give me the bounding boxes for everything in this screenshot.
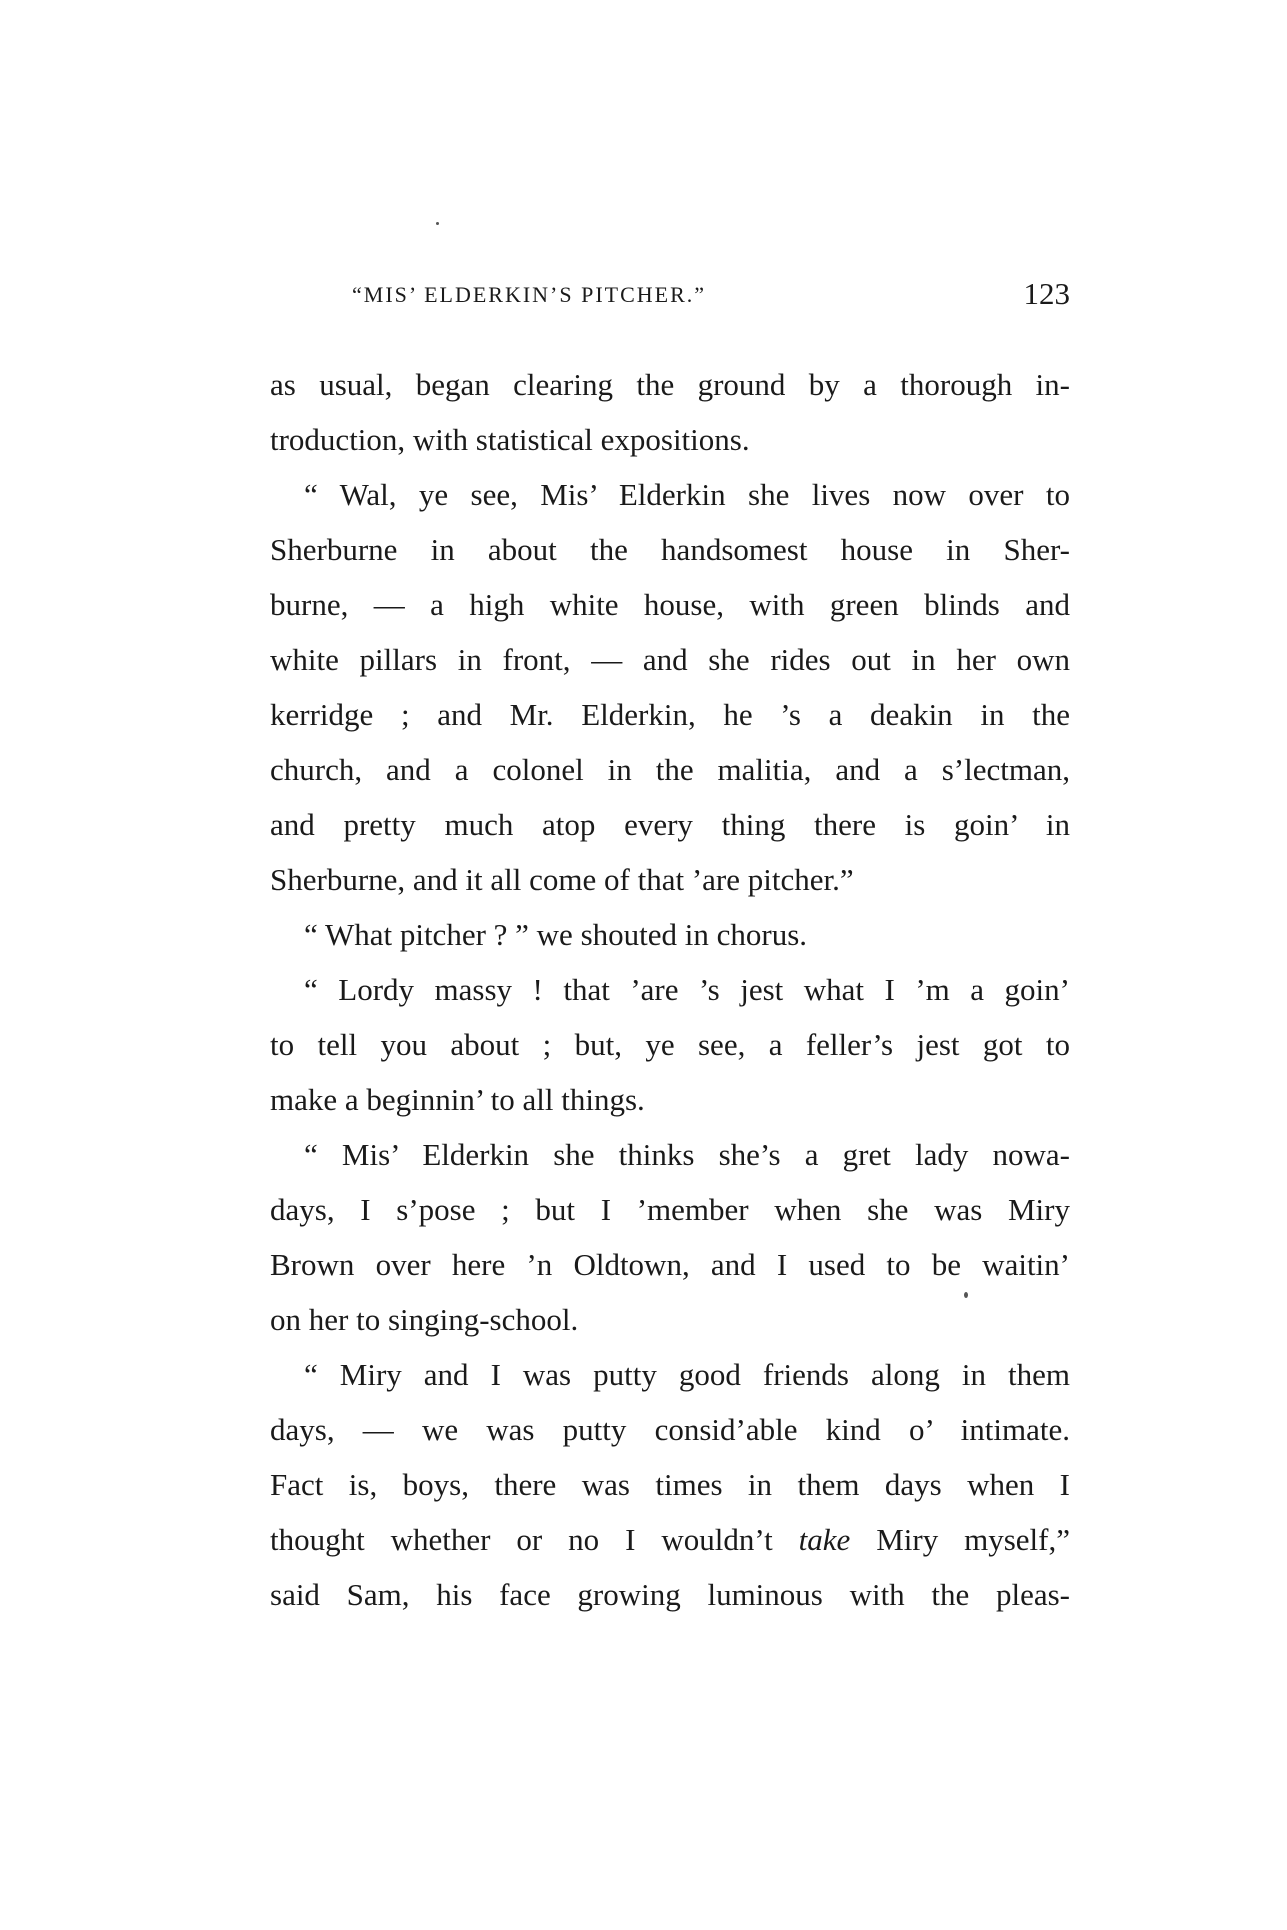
running-title: “MIS’ ELDERKIN’S PITCHER.” xyxy=(352,282,707,307)
text-line: as usual, began clearing the ground by a thorough in- xyxy=(270,367,1070,402)
text-line: “ What pitcher ? ” we shouted in chorus. xyxy=(304,917,808,952)
text-line: Fact is, boys, there was times in them days when I xyxy=(270,1467,1070,1502)
text-line: Brown over here ’n Oldtown, and I used to be waitin’ xyxy=(270,1247,1070,1282)
text-line: said Sam, his face growing luminous with the pleas- xyxy=(270,1577,1070,1612)
text-line: “ Wal, ye see, Mis’ Elderkin she lives now over to xyxy=(304,477,1070,512)
text-line: on her to singing-school. xyxy=(270,1302,579,1337)
text-line: “ Mis’ Elderkin she thinks she’s a gret lady nowa- xyxy=(304,1137,1070,1172)
text-line: burne, — a high white house, with green blinds and xyxy=(270,587,1070,622)
text-line: make a beginnin’ to all things. xyxy=(270,1082,645,1117)
text-line: Sherburne in about the handsomest house in Sher- xyxy=(270,532,1070,567)
text-line: thought whether or no I wouldn’t take Miry myself,” xyxy=(270,1522,1070,1557)
text-line: days, I s’pose ; but I ’member when she was Miry xyxy=(270,1192,1070,1227)
body-text xyxy=(270,357,1070,1622)
text-line: church, and a colonel in the malitia, and a s’lectman, xyxy=(270,752,1070,787)
text-line: white pillars in front, — and she rides out in her own xyxy=(270,642,1070,677)
text-line: and pretty much atop every thing there is goin’ in xyxy=(270,807,1070,842)
text-line: Sherburne, and it all come of that ’are pitcher.” xyxy=(270,862,854,897)
page-number: 123 xyxy=(1023,276,1070,311)
text-line: to tell you about ; but, ye see, a feller’s jest got to xyxy=(270,1027,1070,1062)
running-head xyxy=(270,278,1070,318)
text-line: “ Miry and I was putty good friends along in them xyxy=(304,1357,1070,1392)
text-line: “ Lordy massy ! that ’are ’s jest what I ’m a goin’ xyxy=(304,972,1070,1007)
text-line: kerridge ; and Mr. Elderkin, he ’s a deakin in the xyxy=(270,697,1070,732)
print-speck xyxy=(436,222,439,225)
text-line: days, — we was putty consid’able kind o’ intimate. xyxy=(270,1412,1070,1447)
print-speck xyxy=(964,1292,968,1298)
text-line: troduction, with statistical expositions. xyxy=(270,422,750,457)
